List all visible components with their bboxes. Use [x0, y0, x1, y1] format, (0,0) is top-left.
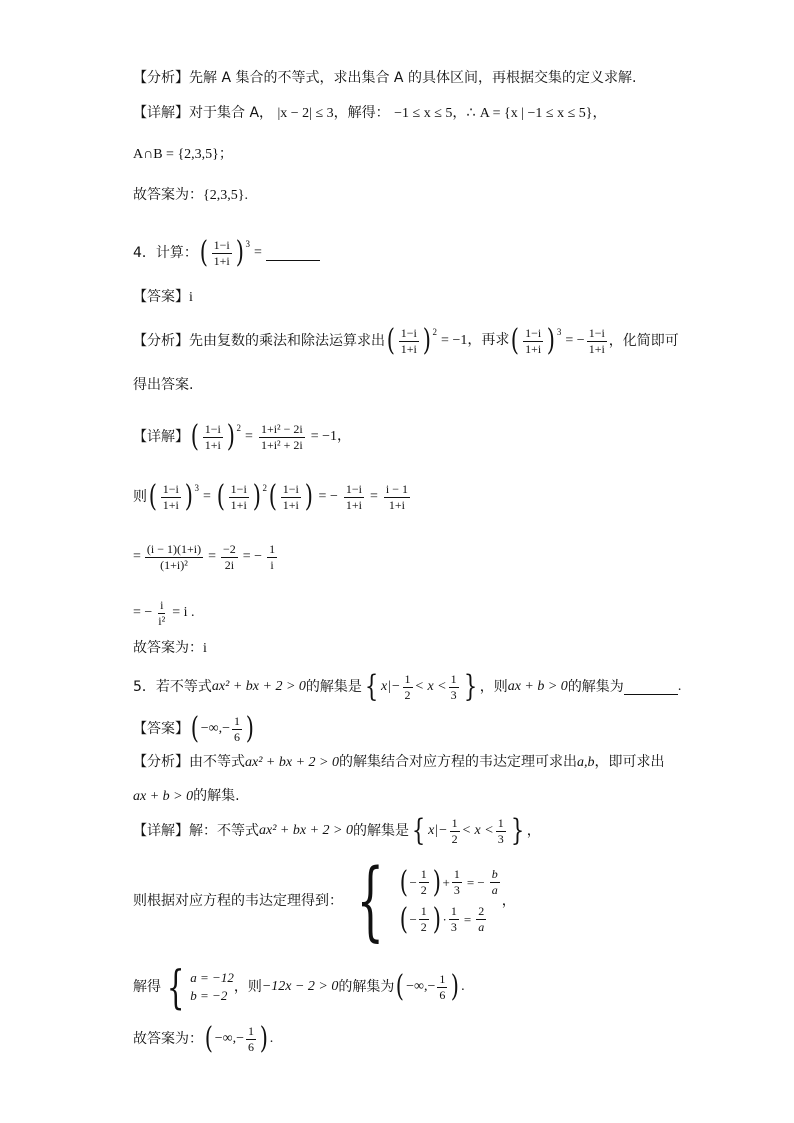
answer-line-5: 故答案为： ( −∞,− $\frac{1}{6}$ ) .	[133, 1021, 274, 1056]
detail-5-system: 则根据对应方程的韦达定理得到： { ( − $\frac{1}{2}$ ) + $\frac{1}{3}$ = − $\frac{b}{a}$ ( − $\frac{1}{2}$ ) · $\frac{1}{3}$ = $\frac{2}{a}$ ，	[133, 851, 516, 951]
detail-4-line-3: = $\frac{(i - 1)(1+i)}{\text{(1+i)²}}$ = $\frac{-2}{2i}$ = − $\frac{1}{i}$	[133, 541, 276, 572]
answer-blank	[266, 246, 320, 261]
analysis-text: 先解 A 集合的不等式，求出集合 A 的具体区间，再根据交集的定义求解.	[189, 70, 637, 86]
answer-blank	[624, 680, 678, 695]
intersection: A∩B = {2,3,5}	[133, 147, 219, 162]
answer-5: 【答案】 ( −∞,− $\frac{1}{6}$ )	[133, 711, 254, 746]
question-4: 4．计算： ( $\frac{1-i}{1+i}$ ) $^3$ =	[133, 234, 320, 272]
question-number: 5．若不等式	[133, 679, 212, 695]
analysis-4-cont: 得出答案.	[133, 377, 194, 393]
detail-5-solved: 解得 { a = −12 b = −2 ，则 −12x − 2 > 0 的解集为 ( −∞,− $\frac{1}{6}$ ) .	[133, 960, 465, 1014]
set-a: A = {x | −1 ≤ x ≤ 5}	[479, 106, 593, 121]
question-5: 5．若不等式 ax² + bx + 2 > 0 的解集是 { x|− $\frac{1}{2}$ < x < $\frac{1}{3}$ } ，则 ax + b > 0 的解集为 .	[133, 669, 682, 704]
analysis-label: 【分析】	[133, 70, 189, 86]
detail-4-line-1: 【详解】 ( $\frac{1-i}{1+i}$ ) $^2$ = $\frac{\text{1+i² − 2i}}{\text{1+i² + 2i}}$ = −1，	[133, 419, 352, 454]
analysis-paragraph-1	[133, 68, 636, 88]
analysis-5: 【分析】由不等式ax² + bx + 2 > 0的解集结合对应方程的韦达定理可求出a,b，即可求出	[133, 754, 665, 770]
answer-value: i	[189, 290, 193, 305]
answer-line-4: 故答案为：i	[133, 640, 207, 656]
question-number: 4．计算：	[133, 245, 198, 261]
detail-label: 【详解】	[133, 105, 189, 121]
inequality: |x − 2| ≤ 3	[277, 106, 334, 121]
system-row-2: ( − $\frac{1}{2}$ ) · $\frac{1}{3}$ = $\frac{2}{a}$	[399, 901, 485, 937]
range: −1 ≤ x ≤ 5	[394, 106, 453, 121]
intersection-line: A∩B = {2,3,5}；	[133, 146, 233, 162]
detail-4-line-2: 则 ( $\frac{1-i}{1+i}$ ) $^3$ = ( $\frac{1-i}{1+i}$ ) $^2$ ( $\frac{1-i}{1+i}$ ) = − $\frac{1-i}{1+i}$ = $\frac{i - 1}{1+i}$	[133, 479, 408, 514]
system-row-1: ( − $\frac{1}{2}$ ) + $\frac{1}{3}$ = − $\frac{b}{a}$	[399, 864, 498, 900]
analysis-4: 【分析】 先由复数的乘法和除法运算求出 ( $\frac{1-i}{1+i}$ ) $^2$ = −1，再求 ( $\frac{1-i}{1+i}$ ) $^3$ = − $\frac{1-i}{1+i}$ ，化简即可	[133, 323, 679, 358]
answer-label: 【答案】	[133, 289, 189, 305]
analysis-5-cont: ax + b > 0的解集.	[133, 788, 240, 804]
fraction-power: ( $\frac{1-i}{1+i}$ )	[199, 235, 244, 270]
detail-paragraph-1: 【详解】对于集合 A， |x − 2| ≤ 3，解得： −1 ≤ x ≤ 5，∴ A = {x | −1 ≤ x ≤ 5}，	[133, 105, 607, 121]
answer-4	[133, 287, 193, 308]
detail-4-line-4: = − $\frac{i}{\text{i²}}$ = i .	[133, 597, 195, 628]
detail-5-line-1: 【详解】 解：不等式 ax² + bx + 2 > 0 的解集是 { x|− $\frac{1}{2}$ < x < $\frac{1}{3}$ } ，	[133, 813, 541, 848]
answer-line-3: 故答案为：{2,3,5}.	[133, 187, 248, 203]
answer-set: {2,3,5}	[203, 188, 245, 203]
